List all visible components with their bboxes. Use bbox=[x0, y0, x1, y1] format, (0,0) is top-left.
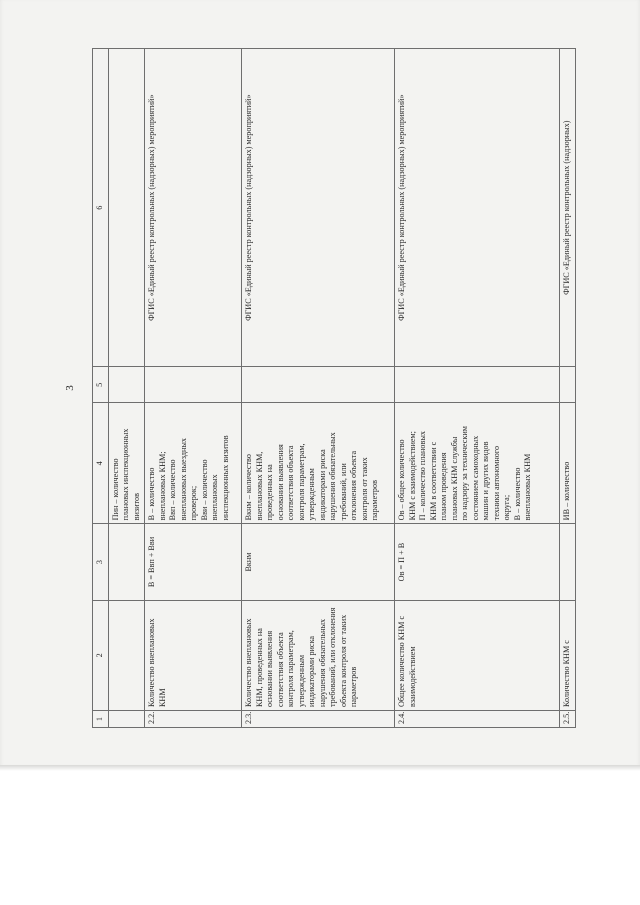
variable-line: индикаторами риска bbox=[317, 449, 327, 521]
variable-line: техники автономного bbox=[491, 445, 501, 521]
column-5-cell bbox=[560, 367, 576, 403]
variable-line: внеплановых выездных bbox=[178, 438, 188, 521]
indicator-name: Количество внеплановых КНМ bbox=[145, 600, 242, 710]
variables-description bbox=[242, 403, 395, 524]
variable-line: КНМ в соответствии с bbox=[428, 441, 438, 521]
formula bbox=[560, 524, 576, 600]
variable-line: ИВ – количество bbox=[562, 461, 571, 521]
header-col-5: 5 bbox=[93, 367, 109, 403]
variable-line: проведенных на bbox=[265, 464, 274, 521]
table-row bbox=[242, 49, 395, 728]
column-5-cell bbox=[395, 367, 560, 403]
rotated-page-content bbox=[64, 38, 572, 728]
indicator-name bbox=[108, 600, 145, 710]
variable-line: инспекционных визитов bbox=[220, 435, 230, 521]
variables-description bbox=[395, 403, 560, 524]
header-col-2: 2 bbox=[93, 600, 109, 710]
indicators-table bbox=[92, 48, 576, 728]
variable-line: контроля от таких bbox=[359, 457, 369, 521]
header-col-1: 1 bbox=[93, 711, 109, 728]
variable-line: Вкнм – количество bbox=[244, 454, 253, 521]
formula: Вкнм bbox=[242, 524, 395, 600]
data-source: ФГИС «Единый реестр контрольных (надзорных) мероприятий» bbox=[395, 49, 560, 367]
column-5-cell bbox=[145, 367, 242, 403]
variable-line: П – количество плановых bbox=[418, 431, 427, 521]
column-5-cell bbox=[242, 367, 395, 403]
variable-line: планом проведения bbox=[439, 452, 448, 521]
variable-line: внеплановых КНМ, bbox=[254, 451, 264, 521]
variables-description bbox=[560, 403, 576, 524]
variable-line: Ввп – количество bbox=[168, 459, 177, 521]
data-source: ФГИС «Единый реестр контрольных (надзорных) bbox=[560, 49, 576, 367]
variable-line: КНМ с взаимодействием; bbox=[407, 431, 417, 521]
indicator-name: Количество КНМ с bbox=[560, 600, 576, 710]
variable-line: состоянием самоходных bbox=[470, 435, 480, 521]
variable-line: отклонения объекта bbox=[349, 450, 358, 521]
paper-edge-shadow bbox=[0, 765, 640, 771]
table-row bbox=[395, 49, 560, 728]
variable-line: Пин – количество bbox=[110, 458, 120, 521]
variable-line: по надзору за техническим bbox=[460, 426, 469, 521]
row-number bbox=[108, 711, 145, 728]
variable-line: Ов – общее количество bbox=[397, 439, 406, 521]
formula bbox=[108, 524, 145, 600]
variable-line: соответствия объекта bbox=[286, 445, 295, 521]
column-5-cell bbox=[108, 367, 145, 403]
variable-line: визитов bbox=[131, 493, 141, 521]
table-header bbox=[93, 49, 109, 728]
variable-line: основании выявления bbox=[275, 444, 285, 521]
row-number: 2.3. bbox=[242, 711, 395, 728]
variable-line: плановых инспекционных bbox=[121, 428, 130, 521]
indicator-name: Общее количество КНМ с взаимодействием bbox=[395, 600, 560, 710]
variable-line: В – количество bbox=[147, 467, 156, 521]
data-source: ФГИС «Единый реестр контрольных (надзорных) мероприятий» bbox=[242, 49, 395, 367]
page-number: 3 bbox=[64, 385, 76, 391]
variable-line: контроля параметрам, bbox=[296, 443, 306, 521]
row-number: 2.2. bbox=[145, 711, 242, 728]
header-col-3: 3 bbox=[93, 524, 109, 600]
variable-line: машин и других видов bbox=[481, 441, 490, 521]
variable-line: плановых КНМ службы bbox=[449, 436, 459, 521]
table-row bbox=[560, 49, 576, 728]
variable-line: Вви – количество bbox=[199, 459, 209, 521]
variable-line: параметров bbox=[370, 480, 379, 521]
variable-line: утвержденным bbox=[307, 468, 316, 521]
variables-description bbox=[145, 403, 242, 524]
variables-description bbox=[108, 403, 145, 524]
variable-line: внеплановых КНМ; bbox=[157, 451, 167, 521]
variable-line: В – количество bbox=[512, 467, 522, 521]
row-number: 2.5. bbox=[560, 711, 576, 728]
table-row bbox=[145, 49, 242, 728]
indicator-name: Количество внеплановых КНМ, проведенных на основании выявления соответствия объекта контроля параметрам, утвержденным индикаторами риска нарушения обязательных требований, или отклонения объекта контроля от таких параметров bbox=[242, 600, 395, 710]
variable-line: нарушения обязательных bbox=[328, 432, 337, 521]
formula: В = Ввп + Вви bbox=[145, 524, 242, 600]
variable-line: внеплановых КНМ bbox=[523, 453, 532, 521]
data-source bbox=[108, 49, 145, 367]
table-row bbox=[108, 49, 145, 728]
header-col-4: 4 bbox=[93, 403, 109, 524]
formula: Ов = П + В bbox=[395, 524, 560, 600]
variable-line: проверок; bbox=[189, 485, 198, 521]
header-col-6: 6 bbox=[93, 49, 109, 367]
variable-line: округа; bbox=[502, 494, 511, 521]
data-source: ФГИС «Единый реестр контрольных (надзорных) мероприятий» bbox=[145, 49, 242, 367]
row-number: 2.4. bbox=[395, 711, 560, 728]
variable-line: внеплановых bbox=[210, 474, 219, 521]
variable-line: требований, или bbox=[338, 463, 348, 521]
